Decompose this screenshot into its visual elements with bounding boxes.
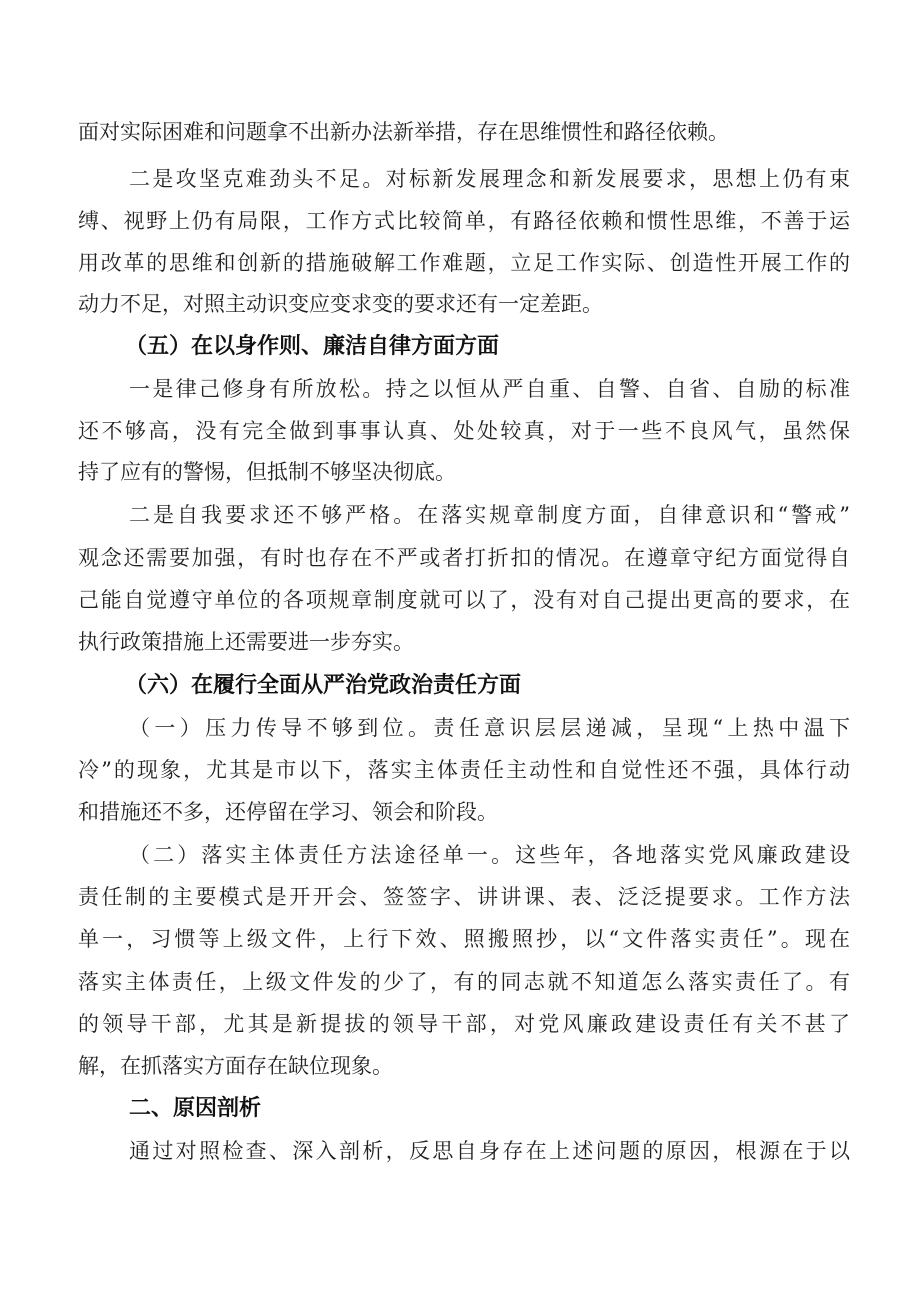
text-line-4: 用改革的思维和创新的措施破解工作难题，立足工作实际、创造性开展工作的 xyxy=(78,251,850,275)
text-line-18: （二）落实主体责任方法途径单一。这些年，各地落实党风廉政建设 xyxy=(129,843,850,867)
text-line-5: 动力不足，对照主动识变应变求变的要求还有一定差距。 xyxy=(78,292,603,316)
text-line-9: 持了应有的警惕，但抵制不够坚决彻底。 xyxy=(78,460,456,484)
section-heading-two: 二、原因剖析 xyxy=(129,1096,262,1121)
text-line-19: 责任制的主要模式是开开会、签签字、讲讲课、表、泛泛提要求。工作方法 xyxy=(78,885,850,909)
text-line-23: 解，在抓落实方面存在缺位现象。 xyxy=(78,1054,393,1078)
text-line-1: 面对实际困难和问题拿不出新办法新举措，存在思维惯性和路径依赖。 xyxy=(78,120,729,144)
text-line-20: 单一，习惯等上级文件，上行下效、照搬照抄，以“文件落实责任”。现在 xyxy=(78,927,850,951)
text-line-3: 缚、视野上仍有局限，工作方式比较简单，有路径依赖和惯性思维，不善于运 xyxy=(78,209,850,233)
text-line-2: 二是攻坚克难劲头不足。对标新发展理念和新发展要求，思想上仍有束 xyxy=(129,167,850,191)
text-line-16: 冷”的现象，尤其是市以下，落实主体责任主动性和自觉性还不强，具体行动 xyxy=(78,758,850,782)
section-heading-six: （六）在履行全面从严治党政治责任方面 xyxy=(125,673,522,698)
section-heading-five: （五）在以身作则、廉洁自律方面方面 xyxy=(125,334,500,359)
text-line-7: 一是律己修身有所放松。持之以恒从严自重、自警、自省、自励的标准 xyxy=(129,377,850,401)
text-line-10: 二是自我要求还不够严格。在落实规章制度方面，自律意识和“警戒” xyxy=(129,503,850,527)
text-line-12: 己能自觉遵守单位的各项规章制度就可以了，没有对自己提出更高的要求，在 xyxy=(78,588,850,612)
text-line-25: 通过对照检查、深入剖析，反思自身存在上述问题的原因，根源在于以 xyxy=(129,1139,850,1163)
text-line-13: 执行政策措施上还需要进一步夯实。 xyxy=(78,630,414,654)
text-line-15: （一）压力传导不够到位。责任意识层层递减，呈现“上热中温下 xyxy=(129,716,850,740)
text-line-11: 观念还需要加强，有时也存在不严或者打折扣的情况。在遵章守纪方面觉得自 xyxy=(78,546,850,570)
text-line-17: 和措施还不多，还停留在学习、领会和阶段。 xyxy=(78,800,498,824)
text-line-8: 还不够高，没有完全做到事事认真、处处较真，对于一些不良风气，虽然保 xyxy=(78,419,850,443)
text-line-21: 落实主体责任，上级文件发的少了，有的同志就不知道怎么落实责任了。有 xyxy=(78,970,850,994)
text-line-22: 的领导干部，尤其是新提拔的领导干部，对党风廉政建设责任有关不甚了 xyxy=(78,1012,850,1036)
